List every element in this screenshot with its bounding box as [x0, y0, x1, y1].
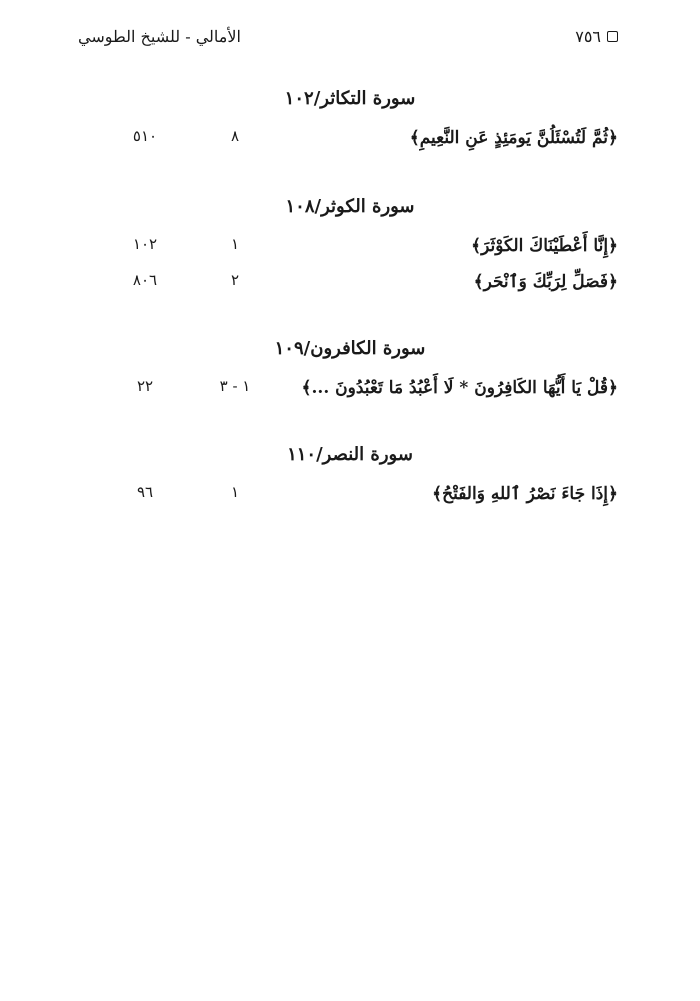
surah-section-takathur [0, 88, 700, 163]
page-reference: ٥١٠ [132, 127, 158, 145]
ayah-number: ٨ [230, 127, 240, 145]
ayah-number: ١ [230, 235, 240, 253]
page-reference: ٨٠٦ [132, 271, 158, 289]
surah-section-kafirun [0, 338, 700, 413]
page-reference: ٢٢ [136, 377, 154, 395]
page-reference: ٩٦ [136, 483, 154, 501]
surah-title: سورة الكوثر/١٠٨ [285, 196, 415, 217]
surah-title: سورة التكاثر/١٠٢ [284, 88, 416, 109]
ayah-number: ١ [230, 483, 240, 501]
verse-row [0, 483, 700, 519]
ayah-number: ٢ [230, 271, 240, 289]
verse-text: ﴿فَصَلِّ لِرَبِّكَ وَٱنْحَر﴾ [473, 272, 618, 292]
verse-text: ﴿قُلْ يَا أَيُّهَا الكَافِرُونَ * لَا أَعْبُدُ مَا تَعْبُدُونَ ...﴾ [301, 378, 618, 398]
page-number [575, 27, 618, 46]
square-icon [607, 31, 618, 42]
running-header [78, 22, 618, 50]
ayah-number: ١ - ٣ [219, 377, 251, 395]
verse-text: ﴿إِذَا جَاءَ نَصْرُ ٱللهِ وَالفَتْحُ﴾ [432, 484, 618, 504]
verse-row [0, 377, 700, 413]
surah-section-kawthar [0, 196, 700, 307]
verse-row [0, 271, 700, 307]
book-title: الأمالي - للشيخ الطوسي [78, 26, 241, 46]
verse-row [0, 127, 700, 163]
verse-text: ﴿إِنَّا أَعْطَيْنَاكَ الكَوْثَرَ﴾ [471, 236, 618, 256]
surah-title: سورة النصر/١١٠ [287, 444, 413, 465]
surah-section-nasr [0, 444, 700, 519]
verse-text: ﴿ثُمَّ لَتُسْئَلُنَّ يَومَئِذٍ عَنِ النَّعِيمِ﴾ [409, 128, 618, 148]
page-reference: ١٠٢ [132, 235, 158, 253]
verse-row [0, 235, 700, 271]
surah-title: سورة الكافرون/١٠٩ [274, 338, 426, 359]
page-number-text: ٧٥٦ [575, 26, 601, 46]
